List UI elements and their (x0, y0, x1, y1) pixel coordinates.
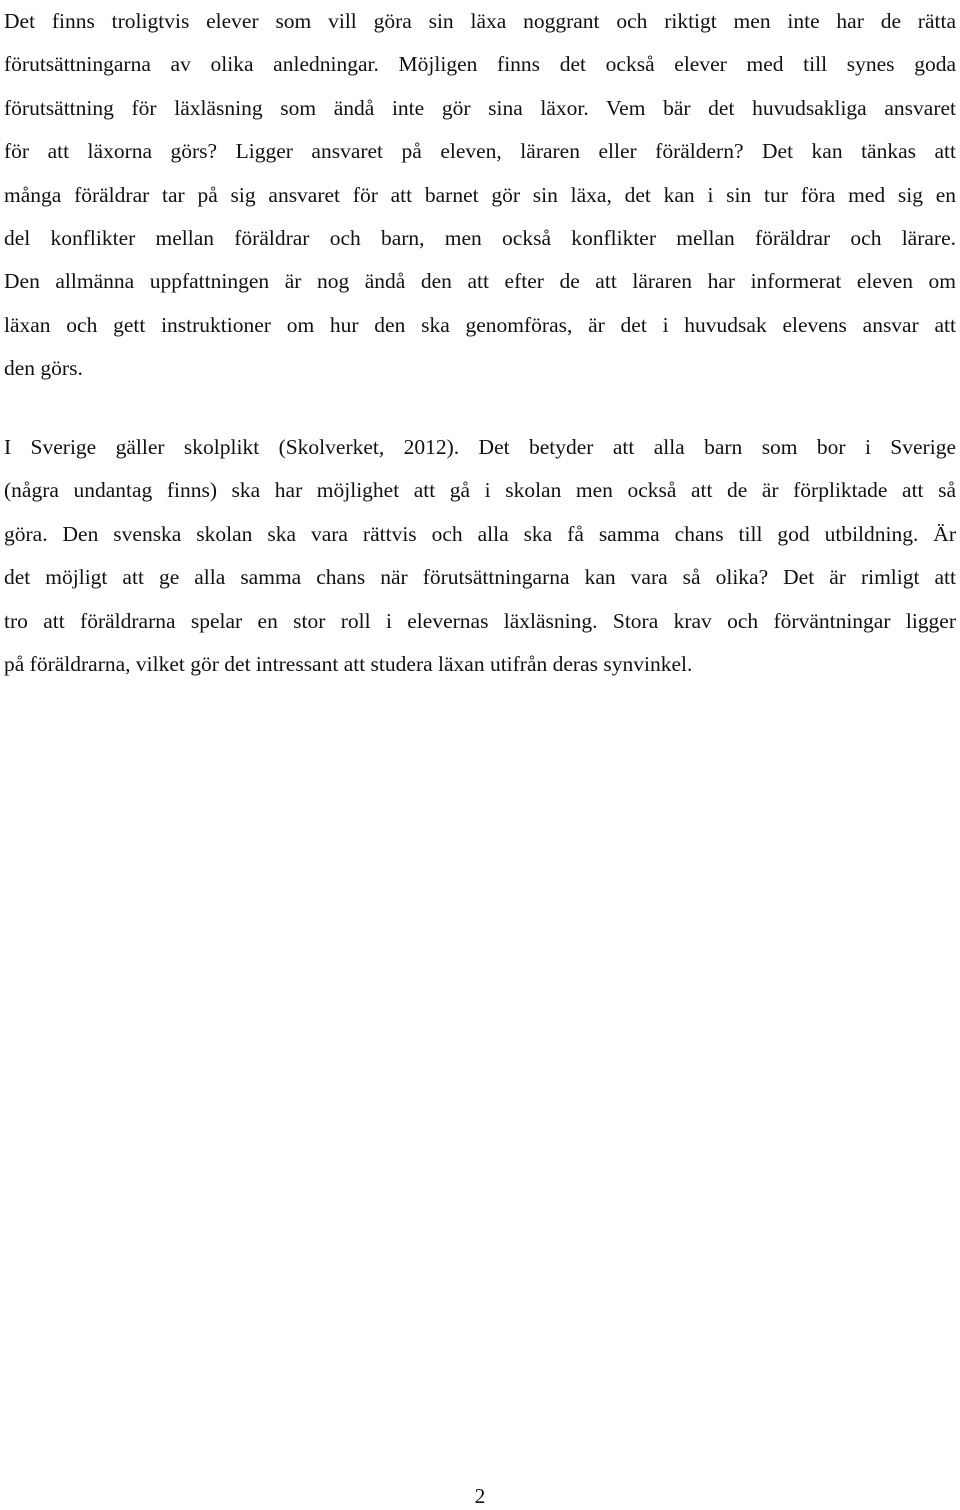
paragraph-line: förutsättningarna av olika anledningar. Möjligen finns det också elever med till synes goda (4, 52, 956, 77)
paragraph-line: göra. Den svenska skolan ska vara rättvis och alla ska få samma chans till god utbildning. Är (4, 521, 956, 546)
paragraph-line: förutsättning för läxläsning som ändå inte gör sina läxor. Vem bär det huvudsakliga ansvaret (4, 95, 956, 120)
paragraph-line: för att läxorna görs? Ligger ansvaret på eleven, läraren eller föräldern? Det kan tänkas att (4, 139, 956, 164)
paragraph-line: på föräldrarna, vilket gör det intressant att studera läxan utifrån deras synvinkel. (4, 651, 693, 676)
paragraph-line: del konflikter mellan föräldrar och barn, men också konflikter mellan föräldrar och lärare. (4, 225, 956, 250)
paragraph-line: läxan och gett instruktioner om hur den ska genomföras, är det i huvudsak elevens ansvar att (4, 312, 956, 337)
paragraph-1 (4, 0, 956, 391)
paragraph-line: Det finns troligtvis elever som vill göra sin läxa noggrant och riktigt men inte har de rätta (4, 9, 956, 33)
paragraph-line: den görs. (4, 356, 83, 381)
paragraph-line: (några undantag finns) ska har möjlighet att gå i skolan men också att de är förpliktade att så (4, 478, 956, 503)
paragraph-line: det möjligt att ge alla samma chans när förutsättningarna kan vara så olika? Det är rimligt att (4, 565, 956, 590)
paragraph-line: många föräldrar tar på sig ansvaret för att barnet gör sin läxa, det kan i sin tur föra med sig en (4, 182, 956, 207)
paragraph-2 (4, 426, 956, 686)
page-number: 2 (474, 1484, 486, 1508)
paragraph-line: tro att föräldrarna spelar en stor roll i elevernas läxläsning. Stora krav och förväntningar ligger (4, 608, 956, 633)
paragraph-line: Den allmänna uppfattningen är nog ändå den att efter de att läraren har informerat eleven om (4, 269, 956, 294)
paragraph-line: I Sverige gäller skolplikt (Skolverket, 2012). Det betyder att alla barn som bor i Sverige (4, 435, 956, 459)
